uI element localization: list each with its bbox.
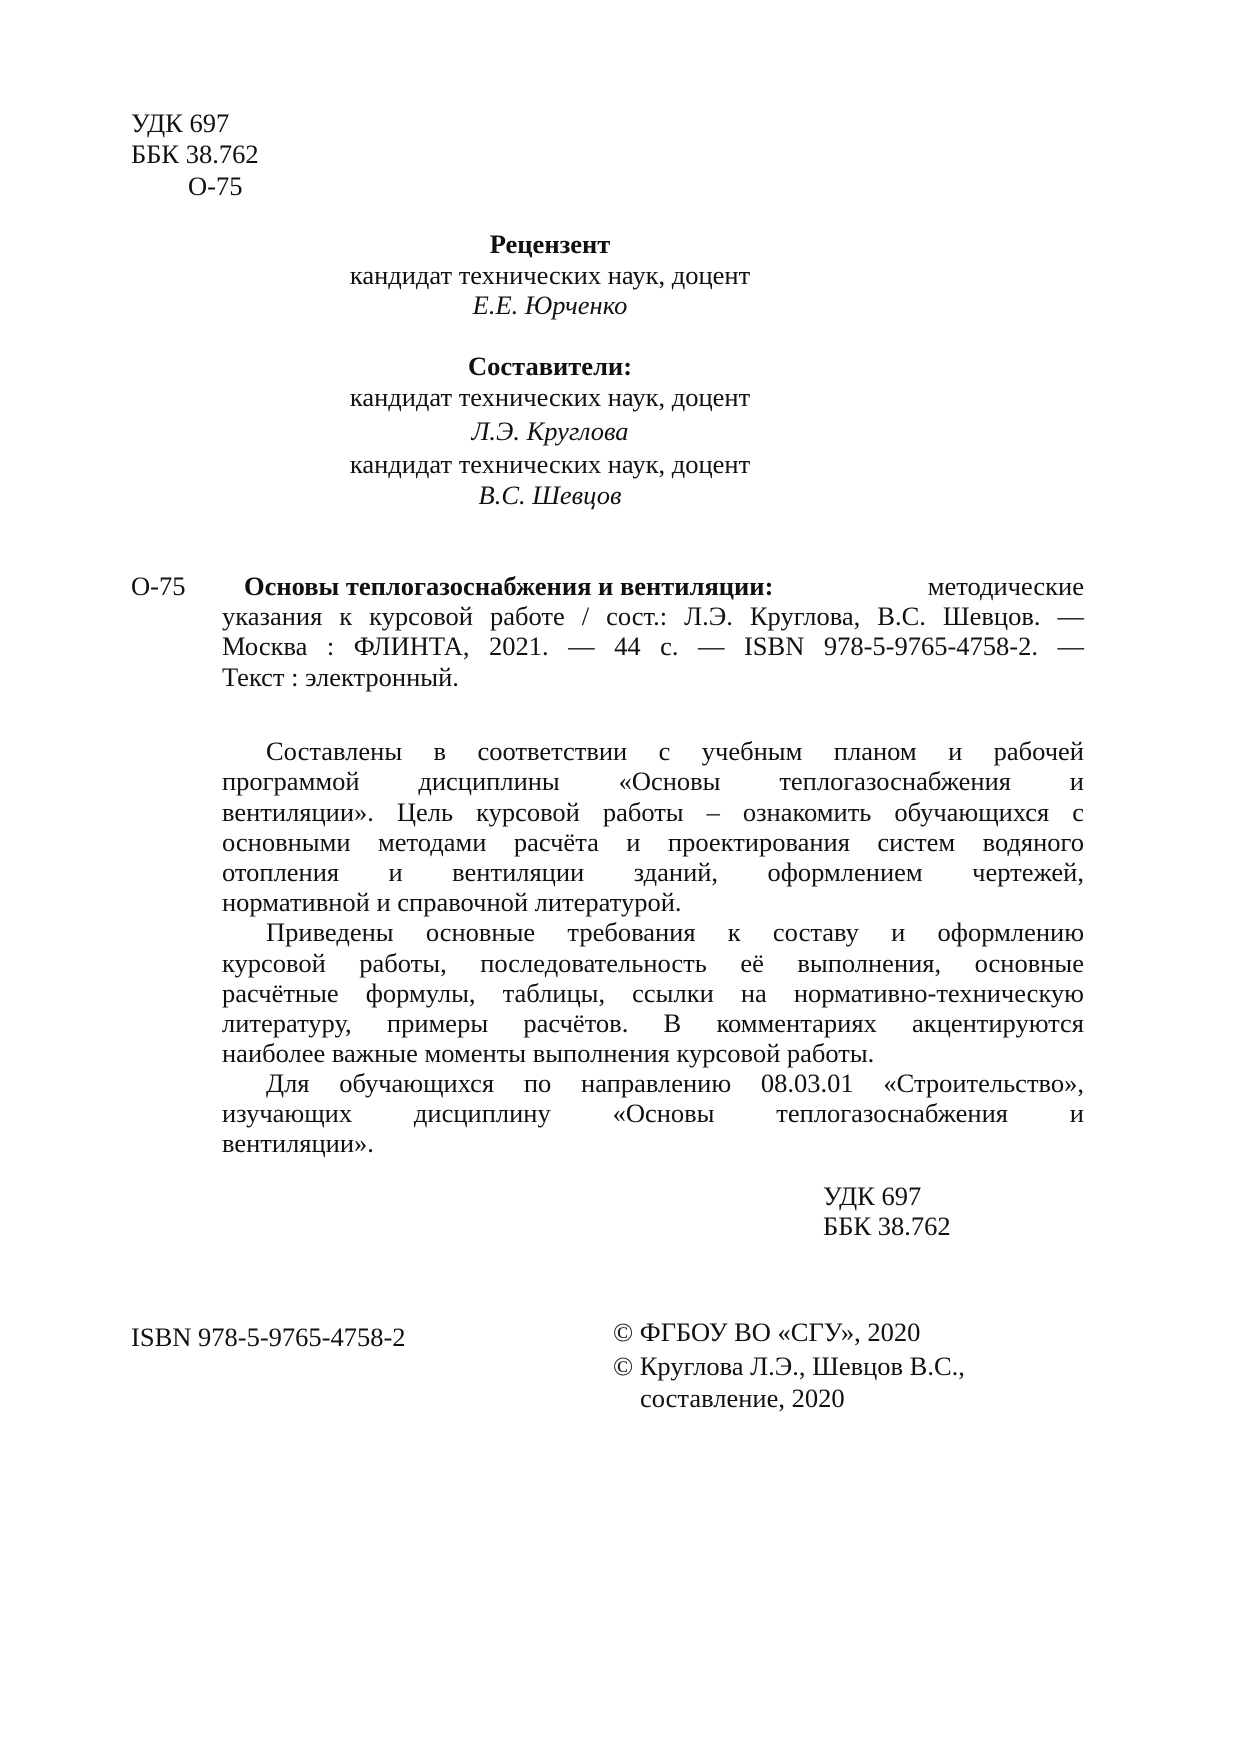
annotation-line: расчётные формулы, таблицы, ссылки на нормативно-техническую xyxy=(222,978,1084,1008)
compiler-name: В.С. Шевцов xyxy=(478,480,622,510)
compiler-name: Л.Э. Круглова xyxy=(471,416,629,446)
annotation-line: изучающих дисциплину «Основы теплогазоснабжения и xyxy=(222,1098,1084,1128)
annotation-line: вентиляции». xyxy=(222,1128,374,1158)
annotation-line: литературу, примеры расчётов. В комментариях акцентируются xyxy=(222,1008,1084,1038)
reviewer-degree: кандидат технических наук, доцент xyxy=(349,260,751,290)
bib-title-rest: методические xyxy=(927,571,1084,601)
bib-code: О-75 xyxy=(131,571,186,601)
udk-code: УДК 697 xyxy=(131,108,230,138)
annotation-line: курсовой работы, последовательность её выполнения, основные xyxy=(222,948,1084,978)
annotation-line: наиболее важные моменты выполнения курсовой работы. xyxy=(222,1038,875,1068)
author-mark: О-75 xyxy=(188,171,243,201)
footer-udk: УДК 697 xyxy=(823,1181,922,1211)
footer-bbk: ББК 38.762 xyxy=(823,1211,951,1241)
annotation-line: Приведены основные требования к составу и оформлению xyxy=(266,917,1084,947)
copyright-line: составление, 2020 xyxy=(640,1383,845,1413)
reviewer-name: Е.Е. Юрченко xyxy=(472,290,628,320)
bib-title: Основы теплогазоснабжения и вентиляции: xyxy=(244,571,774,601)
compiler-degree: кандидат технических наук, доцент xyxy=(349,382,751,412)
isbn: ISBN 978-5-9765-4758-2 xyxy=(131,1322,406,1352)
compilers-heading: Составители: xyxy=(467,351,633,381)
annotation-line: Для обучающихся по направлению 08.03.01 «Строительство», xyxy=(266,1068,1084,1098)
compiler-degree: кандидат технических наук, доцент xyxy=(349,449,751,479)
annotation-line: программой дисциплины «Основы теплогазоснабжения и xyxy=(222,766,1084,796)
annotation-line: основными методами расчёта и проектирования систем водяного xyxy=(222,827,1084,857)
bbk-code: ББК 38.762 xyxy=(131,139,259,169)
bib-line: Текст : электронный. xyxy=(222,662,459,692)
copyright-line: © ФГБОУ ВО «СГУ», 2020 xyxy=(613,1317,921,1347)
bib-line: указания к курсовой работе / сост.: Л.Э. Круглова, В.С. Шевцов. — xyxy=(222,601,1084,631)
bib-line: Москва : ФЛИНТА, 2021. — 44 с. — ISBN 978-5-9765-4758-2. — xyxy=(222,631,1084,661)
bib-title-line xyxy=(222,573,1084,600)
annotation-line: Составлены в соответствии с учебным планом и рабочей xyxy=(266,736,1084,766)
copyright-line: © Круглова Л.Э., Шевцов В.С., xyxy=(613,1351,965,1381)
reviewer-heading: Рецензент xyxy=(489,229,611,259)
annotation-line: нормативной и справочной литературой. xyxy=(222,887,682,917)
annotation-line: отопления и вентиляции зданий, оформлением чертежей, xyxy=(222,857,1084,887)
annotation-line: вентиляции». Цель курсовой работы – ознакомить обучающихся с xyxy=(222,797,1084,827)
